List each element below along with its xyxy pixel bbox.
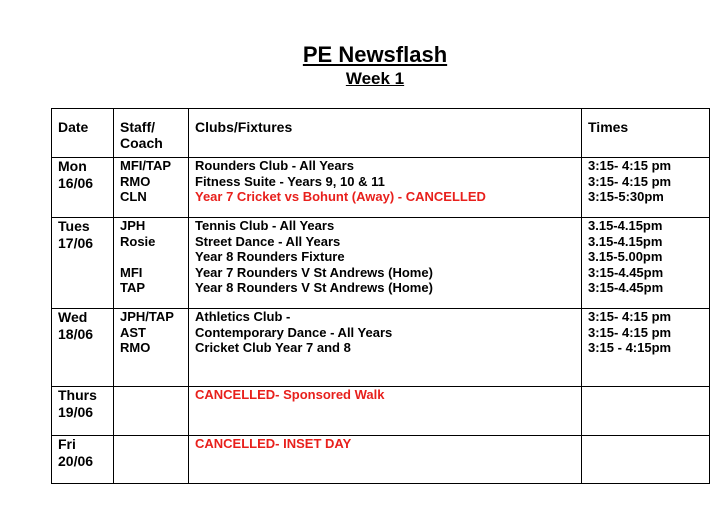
table-row (52, 387, 710, 436)
clubs-cell (189, 309, 582, 387)
day-cell (52, 309, 114, 387)
staff-entry (120, 249, 182, 265)
club-entry: Year 7 Rounders V St Andrews (Home) (195, 264, 433, 280)
staff-cell (114, 309, 189, 387)
cancelled-club-entry: CANCELLED- Sponsored Walk (195, 387, 385, 402)
time-entry: 3:15-4.45pm (588, 280, 664, 295)
club-entry: Year 8 Rounders V St Andrews (Home) (195, 280, 433, 295)
club-entry: Fitness Suite - Years 9, 10 & 11 (195, 173, 385, 189)
times-cell (582, 387, 710, 436)
club-entry: Year 8 Rounders Fixture (195, 249, 345, 264)
clubs-cell (189, 436, 582, 484)
header-staff-line2: Coach (120, 135, 163, 151)
day-date: 20/06 (58, 453, 94, 469)
day-name: Fri (58, 436, 76, 452)
day-name: Mon (58, 158, 87, 174)
clubs-cell (189, 387, 582, 436)
times-cell (582, 218, 710, 309)
day-name: Tues (58, 218, 90, 234)
day-name: Wed (58, 309, 88, 325)
staff-entry: MFI/TAP (120, 158, 172, 173)
club-entry: Contemporary Dance - All Years (195, 324, 393, 340)
staff-entry: RMO (120, 340, 151, 355)
header-row (52, 109, 710, 158)
staff-cell (114, 218, 189, 309)
table-row (52, 309, 710, 387)
day-cell (52, 436, 114, 484)
day-date: 17/06 (58, 235, 94, 251)
schedule-table (51, 108, 710, 484)
staff-cell (114, 387, 189, 436)
staff-entry: TAP (120, 280, 146, 295)
staff-entry: AST (120, 324, 146, 340)
time-entry: 3.15-4.15pm (588, 218, 663, 233)
day-cell (52, 158, 114, 218)
day-date: 16/06 (58, 175, 94, 191)
time-entry: 3:15- 4:15 pm (588, 324, 672, 340)
club-entry: Rounders Club - All Years (195, 158, 354, 173)
cancelled-club-entry: CANCELLED- INSET DAY (195, 436, 352, 451)
time-entry: 3.15-5.00pm (588, 249, 663, 264)
page-title: PE Newsflash (302, 42, 448, 67)
staff-entry: Rosie (120, 233, 156, 249)
staff-entry: JPH/TAP (120, 309, 174, 324)
time-entry: 3:15-5:30pm (588, 189, 664, 204)
page-subtitle: Week 1 (345, 69, 405, 88)
header-clubs: Clubs/Fixtures (189, 109, 582, 158)
club-entry: Cricket Club Year 7 and 8 (195, 340, 351, 355)
table-row (52, 218, 710, 309)
clubs-cell (189, 218, 582, 309)
header-staff-line1: Staff/ (120, 119, 155, 135)
time-entry: 3:15- 4:15 pm (588, 173, 672, 189)
time-entry: 3:15 - 4:15pm (588, 340, 672, 355)
times-cell (582, 309, 710, 387)
time-entry: 3:15- 4:15 pm (588, 158, 672, 173)
time-entry: 3:15-4.45pm (588, 264, 664, 280)
header-times: Times (582, 109, 710, 158)
staff-entry: JPH (120, 218, 146, 233)
table-row (52, 436, 710, 484)
staff-cell (114, 158, 189, 218)
clubs-cell (189, 158, 582, 218)
day-date: 18/06 (58, 326, 94, 342)
staff-entry: MFI (120, 264, 143, 280)
club-entry: Athletics Club - (195, 309, 291, 324)
staff-entry: CLN (120, 189, 147, 204)
day-cell (52, 218, 114, 309)
time-entry: 3.15-4.15pm (588, 233, 663, 249)
day-cell (52, 387, 114, 436)
day-date: 19/06 (58, 404, 94, 420)
staff-entry: RMO (120, 173, 151, 189)
staff-cell (114, 436, 189, 484)
time-entry: 3:15- 4:15 pm (588, 309, 672, 324)
header-date: Date (52, 109, 114, 158)
times-cell (582, 158, 710, 218)
header-staff (114, 109, 189, 158)
club-entry: Tennis Club - All Years (195, 218, 335, 233)
table-row (52, 158, 710, 218)
club-entry: Street Dance - All Years (195, 233, 341, 249)
cancelled-club-entry: Year 7 Cricket vs Bohunt (Away) - CANCELLED (195, 189, 486, 204)
day-name: Thurs (58, 387, 97, 403)
times-cell (582, 436, 710, 484)
